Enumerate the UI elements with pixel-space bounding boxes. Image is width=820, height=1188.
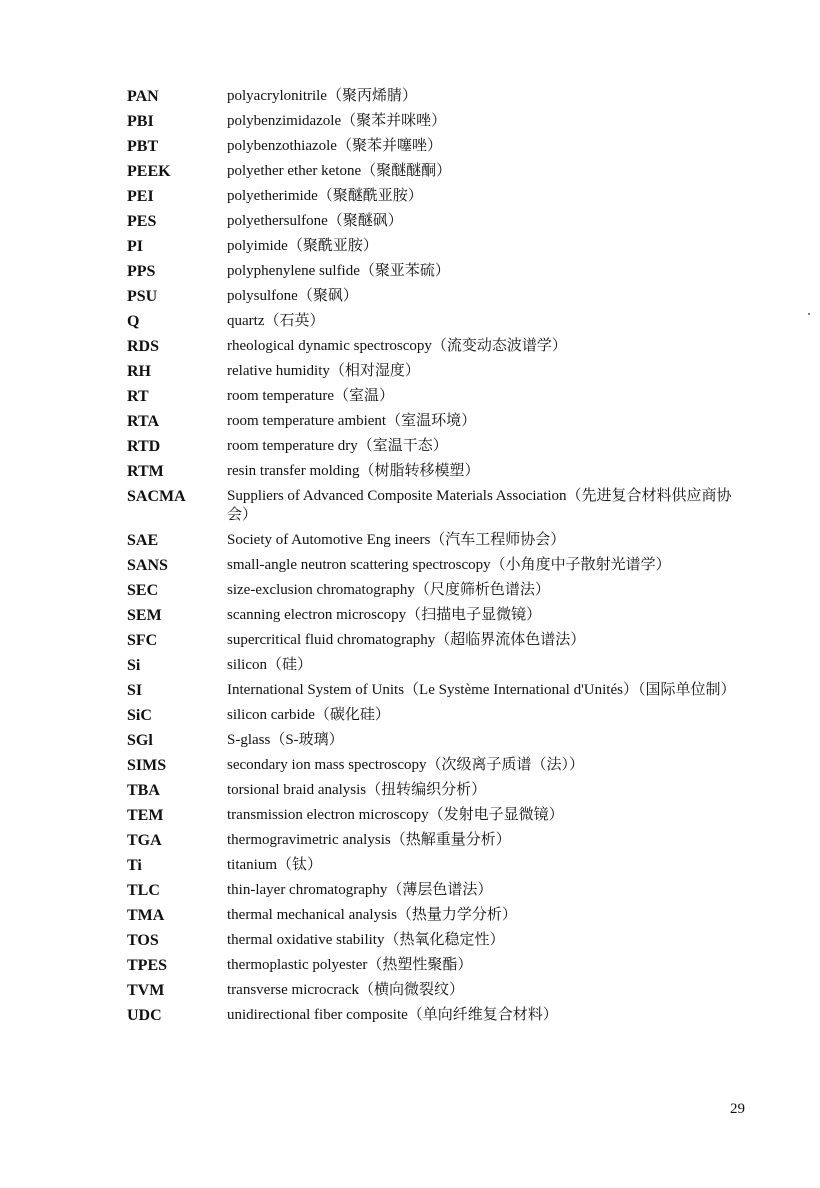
abbreviation-row [127, 981, 757, 1000]
abbreviation-row [127, 531, 757, 550]
abbreviation-row [127, 956, 757, 975]
abbreviation-term: TOS [127, 932, 159, 949]
abbreviation-term: Q [127, 313, 140, 330]
abbreviation-row [127, 237, 757, 256]
abbreviation-term: RTA [127, 413, 160, 430]
abbreviation-row [127, 87, 757, 106]
abbreviation-definition: transverse microcrack（横向微裂纹） [227, 982, 465, 998]
abbreviation-definition: thin-layer chromatography（薄层色谱法） [227, 882, 493, 898]
abbreviation-row [127, 831, 757, 850]
abbreviation-term: TPES [127, 957, 168, 974]
abbreviation-row [127, 606, 757, 625]
abbreviation-definition: silicon carbide（碳化硅） [227, 707, 390, 723]
abbreviation-row [127, 387, 757, 406]
abbreviation-definition: polyetherimide（聚醚酰亚胺） [227, 188, 423, 204]
abbreviation-term: TGA [127, 832, 162, 849]
abbreviation-term: RDS [127, 338, 160, 355]
abbreviation-term: SANS [127, 557, 168, 574]
scan-speck [808, 313, 810, 315]
abbreviation-term: SACMA [127, 488, 186, 505]
abbreviation-definition: Suppliers of Advanced Composite Materials Association（先进复合材料供应商协会） [227, 488, 732, 523]
abbreviation-term: TBA [127, 782, 160, 799]
abbreviation-row [127, 556, 757, 575]
abbreviation-row [127, 781, 757, 800]
page-number: 29 [730, 1101, 745, 1117]
abbreviation-definition: resin transfer molding（树脂转移模塑） [227, 463, 480, 479]
abbreviation-definition: polybenzothiazole（聚苯并噻唑） [227, 138, 442, 154]
abbreviation-row [127, 262, 757, 281]
abbreviation-definition: supercritical fluid chromatography（超临界流体色谱法） [227, 632, 586, 648]
abbreviation-term: SI [127, 682, 143, 699]
abbreviation-term: PI [127, 238, 143, 255]
abbreviation-definition: rheological dynamic spectroscopy（流变动态波谱学） [227, 338, 567, 354]
abbreviation-definition: room temperature ambient（室温环境） [227, 413, 477, 429]
abbreviation-definition: quartz（石英） [227, 313, 325, 329]
abbreviation-definition: secondary ion mass spectroscopy（次级离子质谱（法）） [227, 757, 585, 773]
abbreviation-definition: Society of Automotive Eng ineers（汽车工程师协会） [227, 532, 566, 548]
abbreviation-term: TLC [127, 882, 160, 899]
abbreviation-term: RH [127, 363, 151, 380]
abbreviation-row [127, 137, 757, 156]
abbreviation-term: PEEK [127, 163, 171, 180]
abbreviation-row [127, 656, 757, 675]
abbreviation-term: SGl [127, 732, 153, 749]
abbreviation-definition: polyphenylene sulfide（聚亚苯硫） [227, 263, 450, 279]
abbreviation-row [127, 631, 757, 650]
abbreviation-row [127, 1006, 757, 1025]
abbreviation-row [127, 412, 757, 431]
abbreviation-term: RTD [127, 438, 161, 455]
abbreviation-definition: polyethersulfone（聚醚砜） [227, 213, 403, 229]
abbreviation-term: SiC [127, 707, 152, 724]
abbreviation-term: Ti [127, 857, 142, 874]
abbreviation-term: Si [127, 657, 141, 674]
abbreviation-row [127, 856, 757, 875]
abbreviation-term: PES [127, 213, 157, 230]
abbreviation-row [127, 731, 757, 750]
abbreviation-row [127, 487, 757, 525]
abbreviation-term: PSU [127, 288, 158, 305]
abbreviation-row [127, 112, 757, 131]
abbreviation-definition: size-exclusion chromatography（尺度筛析色谱法） [227, 582, 550, 598]
abbreviation-row [127, 462, 757, 481]
abbreviation-definition: S-glass（S-玻璃） [227, 732, 344, 748]
abbreviation-term: TVM [127, 982, 165, 999]
abbreviation-term: PPS [127, 263, 156, 280]
abbreviation-row [127, 187, 757, 206]
abbreviation-term: SAE [127, 532, 159, 549]
abbreviation-row [127, 312, 757, 331]
abbreviation-definition: thermal oxidative stability（热氧化稳定性） [227, 932, 505, 948]
abbreviation-row [127, 212, 757, 231]
abbreviation-term: PBT [127, 138, 159, 155]
abbreviation-definition: International System of Units（Le Système International d'Unités）（国际单位制） [227, 682, 736, 698]
abbreviation-definition: scanning electron microscopy（扫描电子显微镜） [227, 607, 542, 623]
abbreviation-row [127, 362, 757, 381]
abbreviation-row [127, 756, 757, 775]
abbreviation-term: PEI [127, 188, 154, 205]
abbreviation-row [127, 681, 757, 700]
abbreviation-definition: thermogravimetric analysis（热解重量分析） [227, 832, 511, 848]
abbreviation-definition: titanium（钛） [227, 857, 322, 873]
abbreviation-term: SEC [127, 582, 159, 599]
abbreviation-row [127, 581, 757, 600]
abbreviation-definition: polyacrylonitrile（聚丙烯腈） [227, 88, 417, 104]
abbreviation-definition: polybenzimidazole（聚苯并咪唑） [227, 113, 447, 129]
abbreviation-term: TMA [127, 907, 165, 924]
abbreviation-definition: transmission electron microscopy（发射电子显微镜） [227, 807, 564, 823]
abbreviation-row [127, 881, 757, 900]
abbreviation-term: SFC [127, 632, 158, 649]
abbreviation-definition: polyether ether ketone（聚醚醚酮） [227, 163, 452, 179]
abbreviation-row [127, 287, 757, 306]
abbreviation-term: TEM [127, 807, 164, 824]
abbreviation-row [127, 906, 757, 925]
abbreviation-term: RTM [127, 463, 164, 480]
abbreviation-row [127, 706, 757, 725]
abbreviation-definition: silicon（硅） [227, 657, 312, 673]
abbreviation-definition: thermal mechanical analysis（热量力学分析） [227, 907, 517, 923]
abbreviation-term: SIMS [127, 757, 167, 774]
abbreviation-row [127, 931, 757, 950]
abbreviation-row [127, 162, 757, 181]
abbreviation-list [127, 87, 757, 1031]
abbreviation-term: RT [127, 388, 149, 405]
abbreviation-definition: polyimide（聚酰亚胺） [227, 238, 378, 254]
abbreviation-definition: relative humidity（相对湿度） [227, 363, 420, 379]
abbreviation-row [127, 806, 757, 825]
abbreviation-definition: small-angle neutron scattering spectroscopy（小角度中子散射光谱学） [227, 557, 671, 573]
abbreviation-definition: room temperature dry（室温干态） [227, 438, 448, 454]
abbreviation-definition: polysulfone（聚砜） [227, 288, 358, 304]
abbreviation-term: UDC [127, 1007, 162, 1024]
abbreviation-definition: torsional braid analysis（扭转编织分析） [227, 782, 487, 798]
abbreviation-definition: unidirectional fiber composite（单向纤维复合材料） [227, 1007, 558, 1023]
abbreviation-definition: room temperature（室温） [227, 388, 395, 404]
abbreviation-term: PBI [127, 113, 154, 130]
abbreviation-definition: thermoplastic polyester（热塑性聚酯） [227, 957, 473, 973]
abbreviation-row [127, 437, 757, 456]
abbreviation-term: PAN [127, 88, 159, 105]
abbreviation-row [127, 337, 757, 356]
abbreviation-term: SEM [127, 607, 162, 624]
